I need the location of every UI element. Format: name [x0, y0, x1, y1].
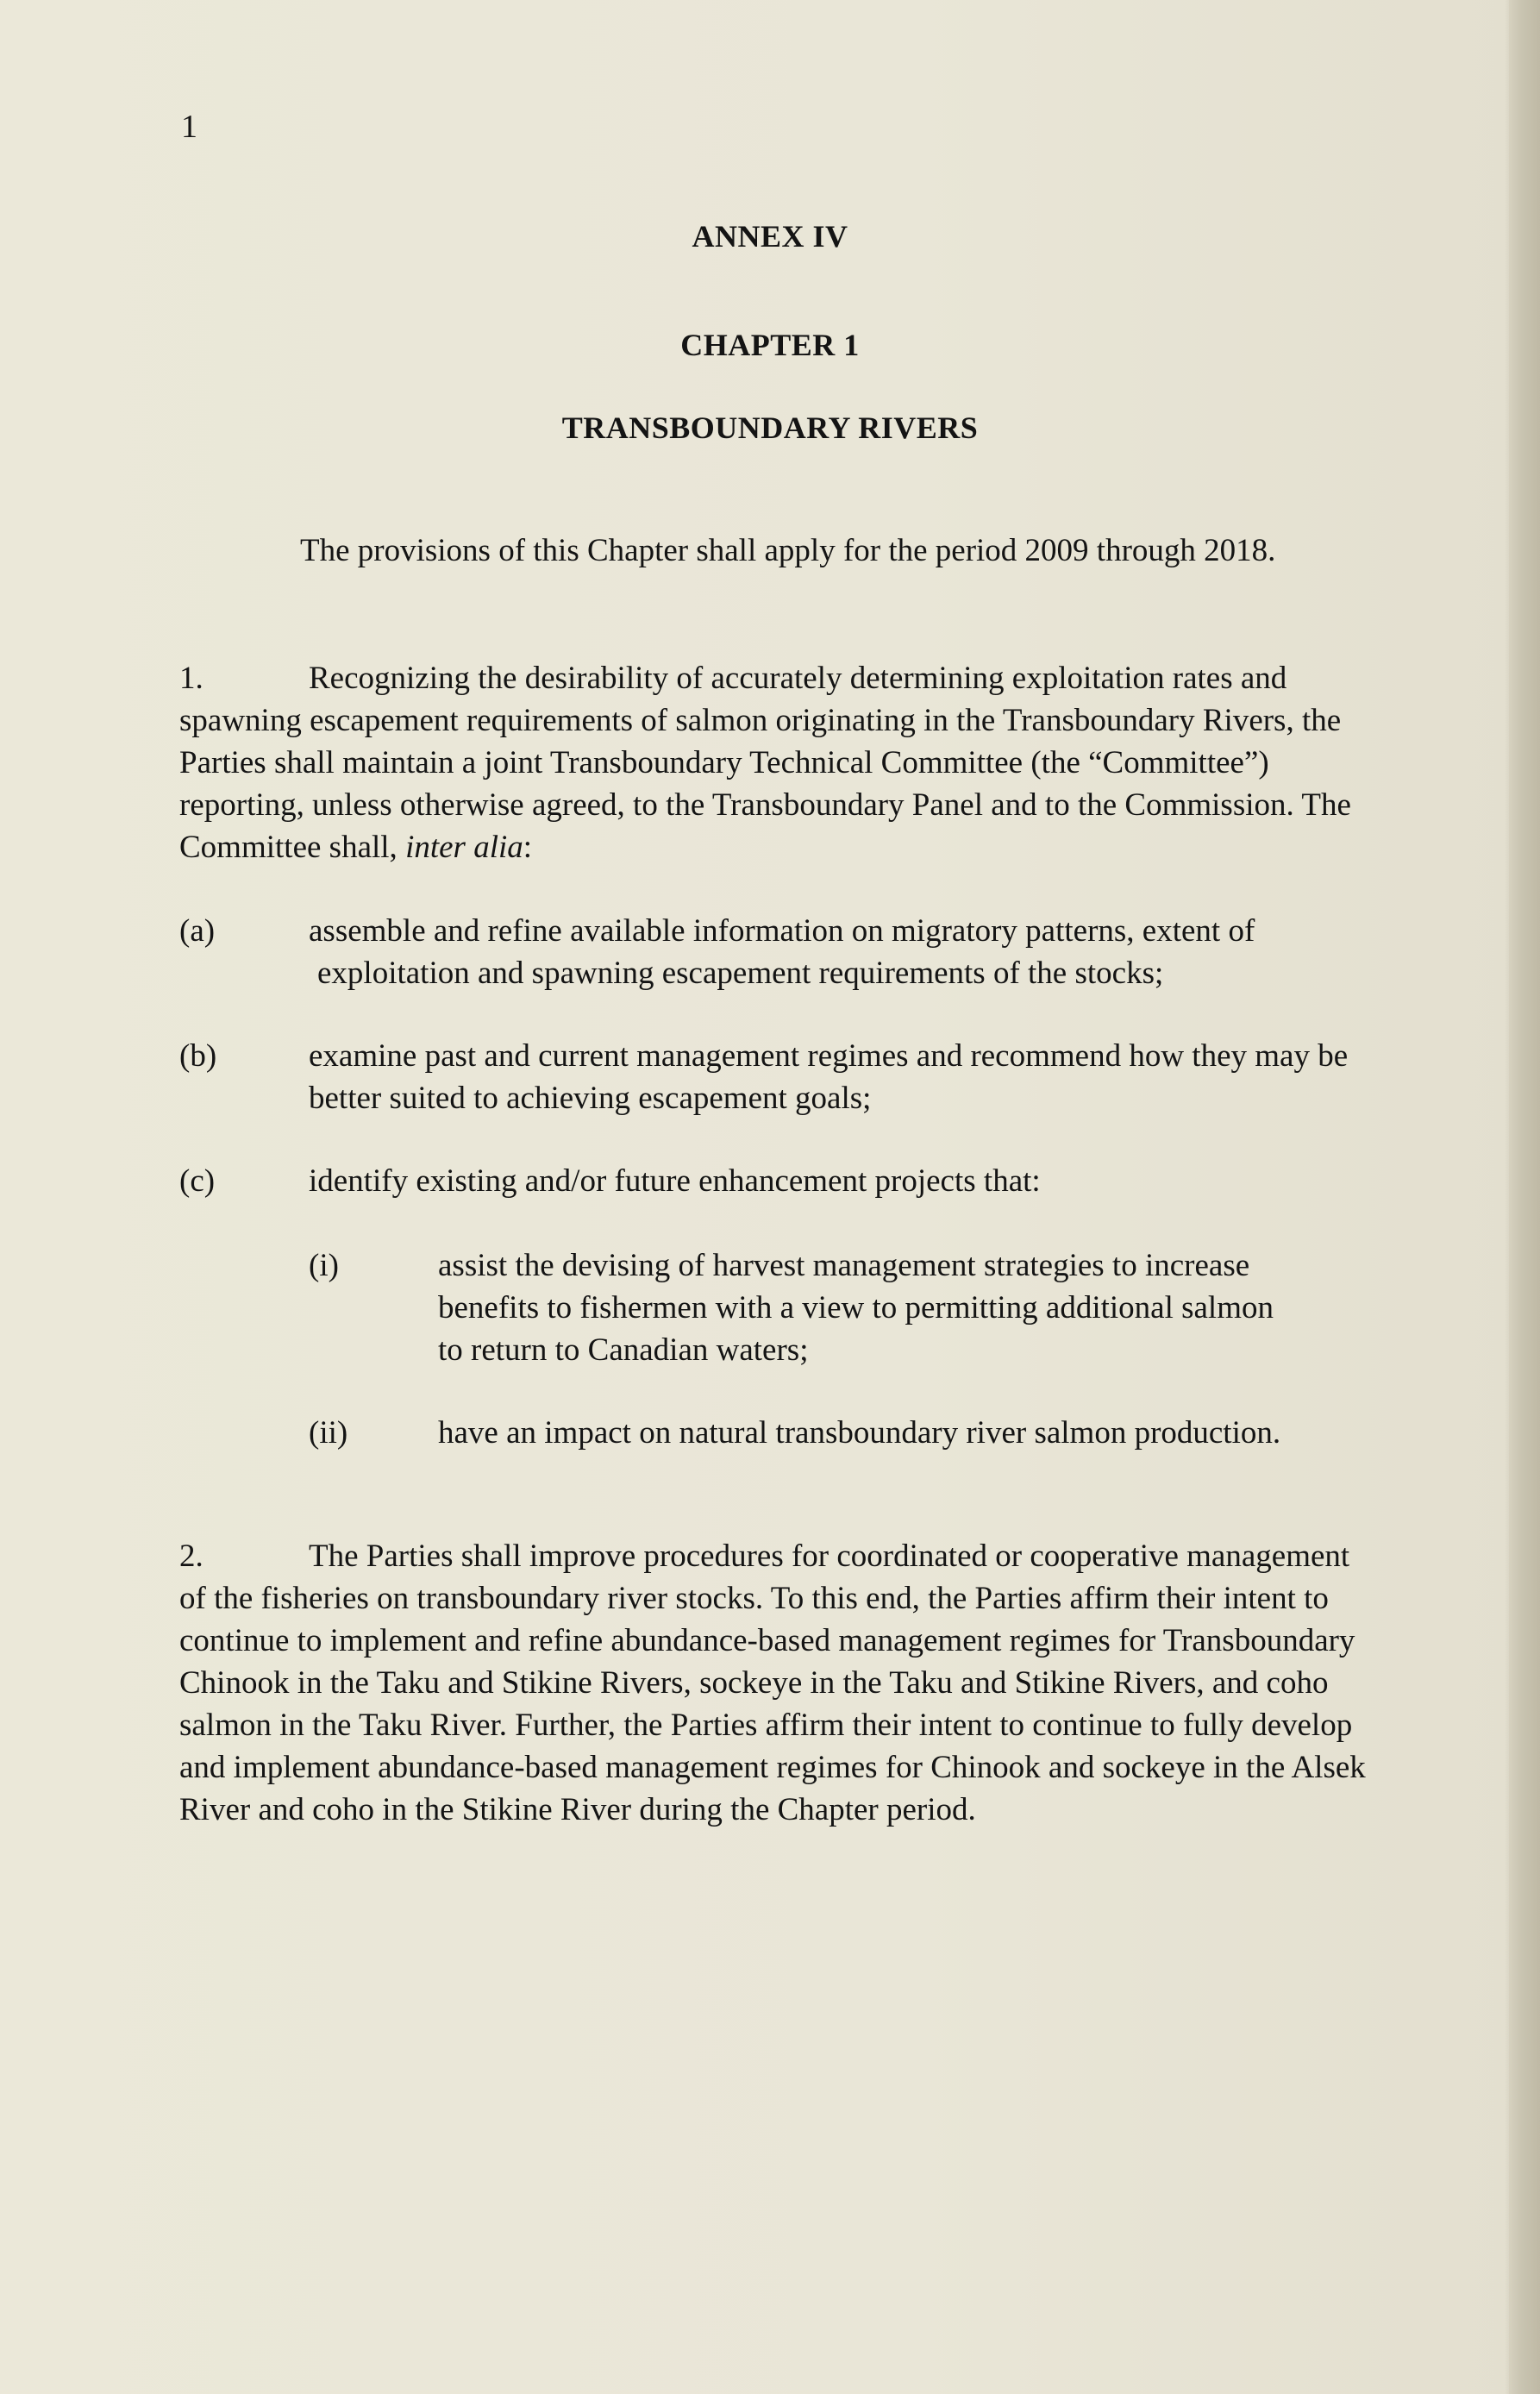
list-item-a-line-2: exploitation and spawning escapement requirements of the stocks;	[317, 956, 1164, 991]
sub-item-ii-label: (ii)	[309, 1415, 348, 1451]
annex-heading: ANNEX IV	[692, 219, 848, 254]
list-item-b-text: examine past and current management regimes and recommend how they may be better suited to achieving escapement goals;	[309, 1038, 1349, 1116]
paragraph-2	[179, 1535, 1369, 1831]
page-edge	[1509, 0, 1540, 2394]
chapter-title: TRANSBOUNDARY RIVERS	[561, 410, 979, 445]
paragraph-1	[179, 657, 1369, 868]
list-item-a-label: (a)	[179, 913, 216, 949]
list-item-c-text: identify existing and/or future enhancement projects that:	[309, 1163, 1041, 1199]
chapter-heading: CHAPTER 1	[680, 328, 860, 362]
list-item-b-label: (b)	[179, 1038, 217, 1074]
list-item-a-line-1: assemble and refine available information on migratory patterns, extent of	[309, 913, 1255, 949]
paragraph-2-number: 2.	[179, 1539, 203, 1574]
sub-item-ii-text: have an impact on natural transboundary river salmon production.	[438, 1415, 1281, 1451]
sub-item-i-label: (i)	[309, 1248, 339, 1283]
intro-paragraph: The provisions of this Chapter shall apply for the period 2009 through 2018.	[300, 533, 1276, 568]
page-number: 1	[181, 109, 197, 145]
paragraph-1-punct: :	[523, 830, 533, 865]
paragraph-1-text: Recognizing the desirability of accurately determining exploitation rates and spawning escapement requirements of salmon originating in the Transboundary Rivers, the Parties shall maintain a joint Transboundary Technical Committee (the “Committee”) reporting, unless otherwise agreed, to the Transboundary Panel and to the Commission. The Committee shall,	[179, 661, 1351, 865]
list-item-c-label: (c)	[179, 1163, 216, 1199]
paragraph-1-number: 1.	[179, 661, 203, 696]
sub-item-i-text: assist the devising of harvest management strategies to increase benefits to fishermen with a view to permitting additional salmon to return to Canadian waters;	[438, 1248, 1274, 1368]
paragraph-2-text: The Parties shall improve procedures for coordinated or cooperative management of the fisheries on transboundary river stocks. To this end, the Parties affirm their intent to continue to implement and refine abundance-based management regimes for Transboundary Chinook in the Taku and Stikine Rivers, sockeye in the Taku and Stikine Rivers, and coho salmon in the Taku River. Further, the Parties affirm their intent to continue to fully develop and implement abundance-based management regimes for Chinook and sockeye in the Alsek River and coho in the Stikine River during the Chapter period.	[179, 1539, 1366, 1827]
paragraph-1-italic: inter alia	[405, 830, 523, 865]
list-item-a-text	[309, 910, 1378, 994]
